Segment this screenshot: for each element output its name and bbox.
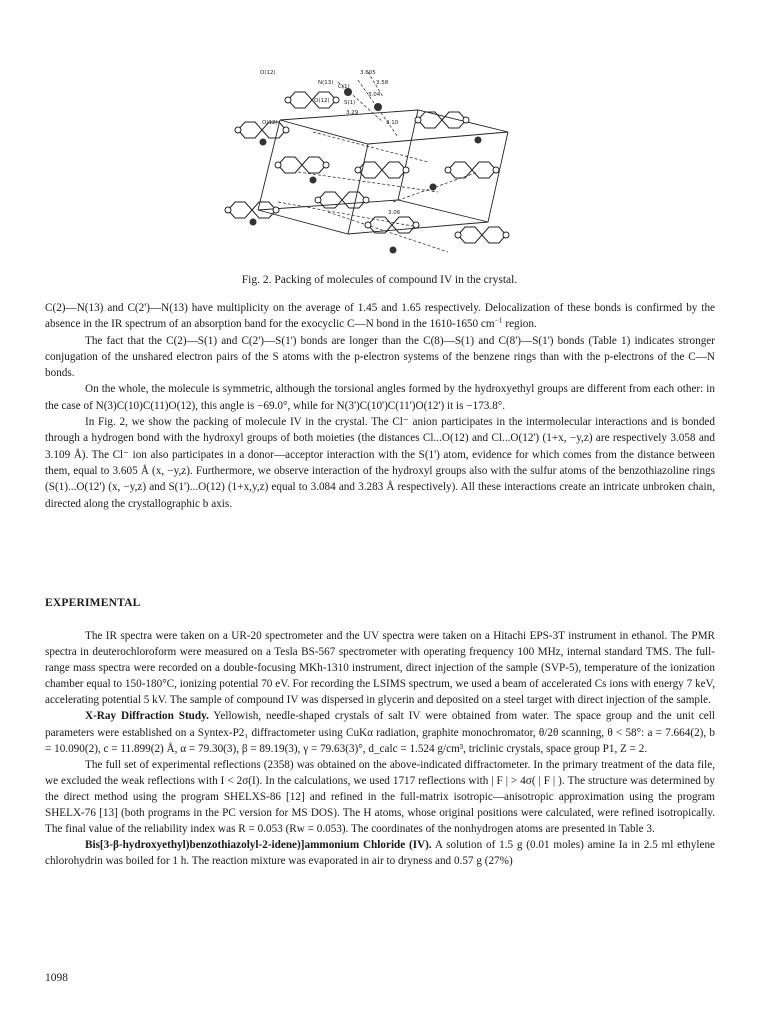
page-number: 1098 bbox=[45, 972, 68, 984]
paragraph-bond-multiplicity: C(2)—N(13) and C(2')—N(13) have multiplicity on the average of 1.45 and 1.65 respectively. Delocalization of these bonds is confirmed by the absence in the IR spectrum of an absorption band for the exocyclic C—N bond in the 1610-1650 $cm^{-1}$ region. bbox=[45, 302, 715, 331]
atom-label: S(1) bbox=[344, 100, 356, 106]
paragraph-xray: X-Ray Diffraction Study. Yellowish, needle-shaped crystals of salt IV were obtained from water. The space group and the unit cell parameters were established on a Syntex-P2₁ diffractometer using CuKα radiation, graphite monochromator, θ/2θ scanning, θ < 58°: a = 7.664(2), b = 10.090(2), c = 11.899(2) Å, α = 79.30(3), β = 89.19(3), γ = 79.63(3)°, d_calc = 1.524 g/cm³, triclinic crystals, space group P1, Z = 2. bbox=[45, 710, 715, 755]
paragraph-synthesis: Bis[3-β-hydroxyethyl)benzothiazolyl-2-idene)]ammonium Chloride (IV). A solution of 1.5 g (0.01 moles) amine Ia in 2.5 ml ethylene chlorohydrin was boiled for 1 h. The reaction mixture was evaporated in air to dryness and 0.57 g (27%) bbox=[45, 839, 716, 868]
body-text bbox=[45, 300, 715, 512]
atom-label: C(1) bbox=[338, 84, 350, 90]
atom-label: 3.29 bbox=[346, 110, 359, 116]
compound-title: Bis[3-β-hydroxyethyl)benzothiazolyl-2-idene)]ammonium Chloride (IV). bbox=[85, 839, 432, 852]
atom-label: O(12) bbox=[314, 98, 330, 104]
atom-label: 3.06 bbox=[388, 210, 401, 216]
atom-label: O(12) bbox=[262, 120, 278, 126]
crystal-packing-figure bbox=[218, 62, 524, 272]
experimental-text bbox=[45, 628, 715, 869]
atom-label: 3.04 bbox=[368, 92, 381, 98]
paragraph-packing: In Fig. 2, we show the packing of molecule IV in the crystal. The Cl⁻ anion participates in the intermolecular interactions and is bonded through a hydrogen bond with the hydroxyl groups of both moieties (the distances Cl...O(12) and Cl...O(12') (1+x, −y,z) are respectively 3.058 and 3.109 Å). The Cl⁻ ion also participates in a donor—acceptor interaction with the S(1') atom, evidence for which comes from the distance between them, equal to 3.605 Å (x, −y,z). Furthermore, we observe interaction of the hydroxyl groups also with the sulfur atoms of the benzothiazoline rings (S(1)...O(12') (x, −y,z) and S(1')...O(12) (1+x,y,z) equal to 3.084 and 3.283 Å respectively). All these interactions create an intricate unbroken chain, directed along the crystallographic b axis. bbox=[45, 416, 715, 510]
paragraph-instruments: The IR spectra were taken on a UR-20 spectrometer and the UV spectra were taken on a Hitachi EPS-3T instrument in ethanol. The PMR spectra in deuterochloroform were measured on a Tesla BS-567 spectrometer with operating frequency 100 MHz, internal standard TMS. The full-range mass spectra were recorded on a double-focusing MKh-1310 instrument, direct injection of the sample (SVP-5), temperature of the ionization chamber equal to 150-180°C, ionizing potential 70 eV. For recording the LSIMS spectrum, we used a beam of accelerated Cs ions with energy 7 keV, accelerating potential 5 kV. The sample of compound IV was dispersed in glycerin and deposited on a steel target with direct injection of the sample. bbox=[45, 630, 715, 707]
xray-title: X-Ray Diffraction Study. bbox=[85, 710, 209, 723]
paragraph-bond-length: The fact that the C(2)—S(1) and C(2')—S(1') bonds are longer than the C(8)—S(1) and C(8')—S(1') bonds (Table 1) indicates stronger conjugation of the unshared electron pairs of the S atoms with the p-electron systems of the benzene rings than with the p-electrons of the C—N bonds. bbox=[45, 334, 715, 380]
paragraph-torsion: On the whole, the molecule is symmetric, although the torsional angles formed by the hydroxyethyl groups are different from each other: in the case of N(3)C(10)C(11)O(12), this angle is −69.0°, while for N(3')C(10')C(11')O(12') it is −173.8°. bbox=[45, 383, 715, 412]
figure-caption: Fig. 2. Packing of molecules of compound IV in the crystal. bbox=[241, 274, 518, 286]
atom-label: N(13) bbox=[318, 80, 334, 86]
section-heading: EXPERIMENTAL bbox=[45, 597, 141, 609]
crystal-packing-drawing bbox=[218, 62, 524, 272]
atom-label: 3.605 bbox=[360, 70, 376, 76]
atom-label: O(12) bbox=[260, 70, 276, 76]
atom-label: 3.10 bbox=[386, 120, 399, 126]
paragraph-refinement: The full set of experimental reflections (2358) was obtained on the above-indicated diffractometer. In the primary treatment of the data file, we excluded the weak reflections with I < 2σ(I). In the calculations, we used 1717 reflections with | F | > 4σ( | F | ). The structure was determined by the direct method using the program SHELXS-86 [12] and refined in the full-matrix isotropic—anisotropic approximation using the program SHELX-76 [13] (both programs in the PC version for MS DOS). The H atoms, whose original positions were calculated, were refined isotropically. The final value of the reliability index was R = 0.053 (Rw = 0.053). The coordinates of the nonhydrogen atoms are presented in Table 3. bbox=[45, 758, 715, 836]
atom-label: 3.58 bbox=[376, 80, 389, 86]
